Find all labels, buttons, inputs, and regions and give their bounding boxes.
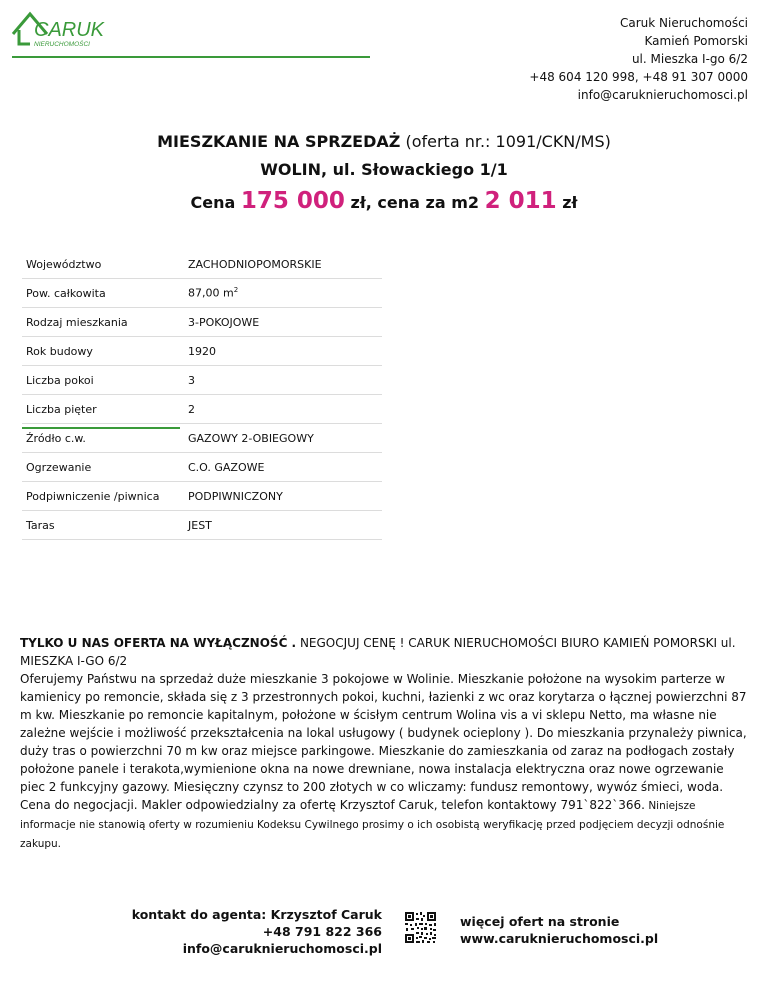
agency-info: [529, 14, 748, 104]
table-row: [22, 308, 382, 337]
house-logo-icon: [10, 10, 120, 50]
description-intro: NEGOCJUJ CENĘ ! CARUK NIERUCHOMOŚCI BIURO KAMIEŃ POMORSKI ul. MIESZKA I-GO 6/2: [20, 636, 736, 668]
table-row: [22, 250, 382, 279]
price-m2-unit: zł: [562, 193, 578, 212]
param-label: Taras: [22, 511, 184, 540]
table-row: [22, 453, 382, 482]
param-value: 2: [184, 395, 382, 424]
offer-location: WOLIN, ul. Słowackiego 1/1: [260, 160, 508, 179]
param-value: 3-POKOJOWE: [184, 308, 382, 337]
logo-subtext: NIERUCHOMOŚCI: [34, 41, 90, 48]
param-label: Pow. całkowita: [22, 279, 184, 308]
param-label: Liczba pięter: [22, 395, 184, 424]
table-row: [22, 279, 382, 308]
agency-phones: +48 604 120 998, +48 91 307 0000: [529, 70, 748, 84]
offer-price-line: [0, 188, 768, 214]
agent-phone[interactable]: +48 791 822 366: [262, 924, 382, 939]
table-row: [22, 366, 382, 395]
offer-type: MIESZKANIE NA SPRZEDAŻ: [157, 132, 401, 151]
agent-contact: [100, 906, 382, 957]
param-label: Liczba pokoi: [22, 366, 184, 395]
agency-city: Kamień Pomorski: [644, 34, 748, 48]
agent-name: kontakt do agenta: Krzysztof Caruk: [131, 907, 382, 922]
company-logo: [10, 10, 120, 50]
area-value: 87,00 m: [188, 286, 234, 300]
exclusive-lead: TYLKO U NAS OFERTA NA WYŁĄCZNOŚĆ .: [20, 636, 297, 650]
param-value: C.O. GAZOWE: [184, 453, 382, 482]
param-value: ZACHODNIOPOMORSKIE: [184, 250, 382, 279]
param-value: [184, 279, 382, 308]
description-body: Oferujemy Państwu na sprzedaż duże mieszkanie 3 pokojowe w Wolinie. Mieszkanie położone na wysokim parterze w kamienicy po remoncie, składa się z 3 przestronnych pokoi, kuchni, łazienki z wc oraz korytarza o łącznej powierzchni 87 m kw. Mieszkanie po remoncie kapitalnym, położone w ścisłym centrum Wolina vis a vi sklepu Netto, ma własne nie zależne wejście i możliwość przekształcenia na lokal usługowy ( budynek ocieplony ). Do mieszkania przynależy piwnica, duży tras o powierzchni 70 m kw oraz miejsce parkingowe. Mieszkanie do zamieszkania od zaraz na podłogach zostały położone panele i terakota,wymienione okna na nowe drewniane, nowa instalacja elektryczna oraz nowe ogrzewanie piec 2 funkcyjny gazowy. Miesięczny czynsz to 200 złotych w co wliczamy: fundusz remontowy, wywóz śmieci, woda. Cena do negocjacji. Makler odpowiedzialny za ofertę Krzysztof Caruk, telefon kontaktowy 791`822`366.: [20, 672, 747, 812]
param-label: Ogrzewanie: [22, 453, 184, 482]
param-label: Podpiwniczenie /piwnica: [22, 482, 184, 511]
param-value: 1920: [184, 337, 382, 366]
header-divider: [12, 56, 370, 58]
agent-email[interactable]: info@caruknieruchomosci.pl: [182, 941, 382, 956]
agency-email: info@caruknieruchomosci.pl: [577, 88, 748, 102]
param-value: PODPIWNICZONY: [184, 482, 382, 511]
website-link[interactable]: www.caruknieruchomosci.pl: [460, 931, 659, 946]
params-table: [22, 250, 382, 540]
param-value: JEST: [184, 511, 382, 540]
agency-name: Caruk Nieruchomości: [619, 16, 748, 30]
param-label: Województwo: [22, 250, 184, 279]
table-row: [22, 511, 382, 540]
legal-disclaimer: Niniejsze informacje nie stanowią oferty w rozumieniu Kodeksu Cywilnego prosimy o ich osobistą weryfikację przed podjęciem decyzji odnośnie zakupu.: [20, 800, 725, 850]
param-label: Rodzaj mieszkania: [22, 308, 184, 337]
offer-title: [0, 132, 768, 151]
price-unit: zł, cena za m2: [350, 193, 479, 212]
param-value: GAZOWY 2-OBIEGOWY: [184, 424, 382, 453]
price-value: 175 000: [240, 188, 345, 214]
param-label: Rok budowy: [22, 337, 184, 366]
agency-street: ul. Mieszka I-go 6/2: [631, 52, 748, 66]
offer-description: [20, 634, 750, 853]
more-offers: [460, 913, 658, 947]
table-row: [22, 482, 382, 511]
offer-number: (oferta nr.: 1091/CKN/MS): [405, 132, 611, 151]
table-row: [22, 337, 382, 366]
qr-code-icon[interactable]: [404, 911, 437, 944]
logo-text: CARUK: [34, 19, 105, 41]
price-prefix: Cena: [190, 193, 236, 212]
param-value: 3: [184, 366, 382, 395]
table-accent-line: [22, 427, 180, 429]
param-label: Źródło c.w.: [22, 424, 184, 453]
area-unit-exponent: 2: [233, 286, 239, 295]
table-row: [22, 395, 382, 424]
more-offers-label: więcej ofert na stronie: [460, 914, 620, 929]
price-m2-value: 2 011: [484, 188, 557, 214]
